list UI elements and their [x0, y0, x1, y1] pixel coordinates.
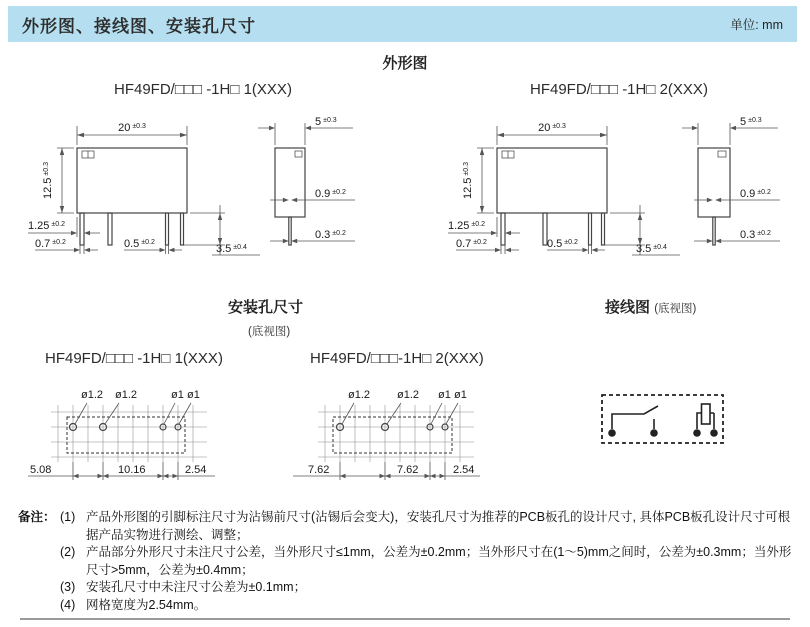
note-text: 产品外形图的引脚标注尺寸为沾锡前尺寸(沾锡后会变大)，安装孔尺寸为推荐的PCB板孔的设计尺寸, 具体PCB板孔设计尺寸可根据产品实物进行测绘、调整；	[86, 510, 791, 542]
svg-text:ø1: ø1	[171, 389, 184, 401]
hole-labels	[75, 389, 200, 424]
svg-text:3.5±0.4: 3.5 $^{\pm 0.4}$	[636, 243, 667, 255]
outline-drawing-type2	[430, 105, 810, 275]
svg-text:20±0.3: 20 $^{\pm 0.3}$	[538, 122, 566, 134]
note-number: (1)	[60, 510, 76, 524]
wiring-view-label: (底视图)	[654, 303, 697, 315]
note-item	[60, 597, 793, 615]
svg-text:ø1.2: ø1.2	[115, 389, 138, 401]
mounting-holes-type2	[285, 380, 555, 495]
note-item	[18, 509, 793, 544]
spacing-dimensions	[28, 462, 215, 480]
note-text: 产品部分外形尺寸未注尺寸公差，当外形尺寸≤1mm，公差为±0.2mm；当外形尺寸在(1～5)mm之间时，公差为±0.3mm；当外形尺寸>5mm，公差为±0.4mm；	[86, 545, 792, 577]
svg-text:ø1.2: ø1.2	[348, 389, 371, 401]
dimension-lines	[448, 122, 680, 255]
notes	[18, 509, 793, 614]
svg-text:20±0.3: 20 $^{\pm 0.3}$	[118, 122, 146, 134]
note-text: 安装孔尺寸中未注尺寸公差为±0.1mm；	[86, 580, 307, 594]
wiring-diagram	[590, 385, 770, 460]
svg-text:ø1: ø1	[438, 389, 451, 401]
svg-text:0.7±0.2: 0.7 $^{\pm 0.2}$	[35, 238, 66, 250]
side-dimension-lines	[258, 116, 355, 243]
svg-text:1.25±0.2: 1.25 $^{\pm 0.2}$	[448, 220, 485, 232]
switch-symbol	[612, 406, 658, 429]
note-text: 网格宽度为2.54mm。	[86, 597, 207, 612]
spacing-dimensions	[293, 462, 480, 480]
svg-text:ø1.2: ø1.2	[397, 389, 420, 401]
mounting-model-middle: HF49FD/□□□-1H□ 2(XXX)	[310, 350, 484, 367]
svg-text:5.08: 5.08	[30, 464, 52, 476]
pin	[108, 213, 112, 245]
terminals	[608, 429, 718, 437]
svg-text:7.62: 7.62	[397, 464, 419, 476]
notes-label: 备注：	[18, 510, 56, 524]
svg-text:5±0.3: 5 $^{\pm 0.3}$	[740, 116, 762, 128]
pin	[713, 217, 715, 245]
outline-model-left: HF49FD/□□□ -1H□ 1(XXX)	[114, 81, 292, 98]
svg-text:2.54: 2.54	[453, 464, 475, 476]
pin	[589, 213, 592, 245]
svg-text:3.5±0.4: 3.5 $^{\pm 0.4}$	[216, 243, 247, 255]
page-title: 外形图、接线图、安装孔尺寸	[22, 16, 256, 36]
vent-mark	[295, 151, 302, 157]
note-number: (2)	[60, 545, 76, 559]
side-dimension-lines	[682, 116, 780, 243]
mounting-view-label: (底视图)	[248, 326, 291, 338]
wiring-section-title	[605, 296, 696, 317]
svg-text:0.9±0.2: 0.9 $^{\pm 0.2}$	[315, 188, 346, 200]
relay-front-view	[497, 148, 607, 245]
relay-footprint	[333, 417, 452, 453]
relay-side-view	[698, 148, 730, 245]
outline-model-right: HF49FD/□□□ -1H□ 2(XXX)	[530, 81, 708, 98]
svg-text:ø1: ø1	[454, 389, 467, 401]
svg-text:0.5±0.2: 0.5 $^{\pm 0.2}$	[547, 238, 578, 250]
svg-text:2.54: 2.54	[185, 464, 207, 476]
relay-footprint	[67, 417, 185, 453]
hole-labels	[342, 389, 467, 424]
mounting-section-title: 安装孔尺寸	[228, 299, 304, 316]
outline-section-title: 外形图	[382, 55, 428, 72]
pin	[166, 213, 169, 245]
pin	[602, 213, 605, 245]
note-item	[60, 544, 793, 579]
svg-text:7.62: 7.62	[308, 464, 330, 476]
wiring-title-text: 接线图	[605, 299, 651, 316]
svg-text:ø1.2: ø1.2	[81, 389, 104, 401]
pin	[501, 213, 505, 245]
relay-side-view	[275, 148, 305, 245]
mounting-holes-type1	[15, 380, 280, 495]
mounting-model-left: HF49FD/□□□ -1H□ 1(XXX)	[45, 350, 223, 367]
svg-text:12.5±0.3: $12.5^{\pm 0.3}$	[462, 162, 474, 199]
outline-drawing-type1	[20, 105, 410, 275]
svg-text:10.16: 10.16	[118, 464, 146, 476]
coil-symbol	[697, 404, 714, 429]
svg-text:0.9±0.2: 0.9 $^{\pm 0.2}$	[740, 188, 771, 200]
pin	[289, 217, 291, 245]
svg-text:0.7±0.2: 0.7 $^{\pm 0.2}$	[456, 238, 487, 250]
svg-text:5±0.3: 5 $^{\pm 0.3}$	[315, 116, 337, 128]
vent-mark	[718, 151, 726, 157]
svg-text:ø1: ø1	[187, 389, 200, 401]
note-number: (4)	[60, 597, 76, 612]
note-item	[60, 579, 793, 597]
section-header-bar	[8, 6, 797, 42]
pin	[181, 213, 184, 245]
relay-front-view	[77, 148, 187, 245]
svg-text:1.25±0.2: 1.25 $^{\pm 0.2}$	[28, 220, 65, 232]
bottom-divider	[20, 618, 790, 620]
svg-text:0.3±0.2: 0.3 $^{\pm 0.2}$	[740, 229, 771, 241]
dimension-lines	[28, 122, 260, 255]
pin	[80, 213, 84, 245]
unit-label: 单位: mm	[730, 18, 783, 32]
svg-text:0.3±0.2: 0.3 $^{\pm 0.2}$	[315, 229, 346, 241]
note-number: (3)	[60, 580, 76, 594]
svg-text:12.5±0.3: $12.5^{\pm 0.3}$	[42, 162, 54, 199]
svg-text:0.5±0.2: 0.5 $^{\pm 0.2}$	[124, 238, 155, 250]
